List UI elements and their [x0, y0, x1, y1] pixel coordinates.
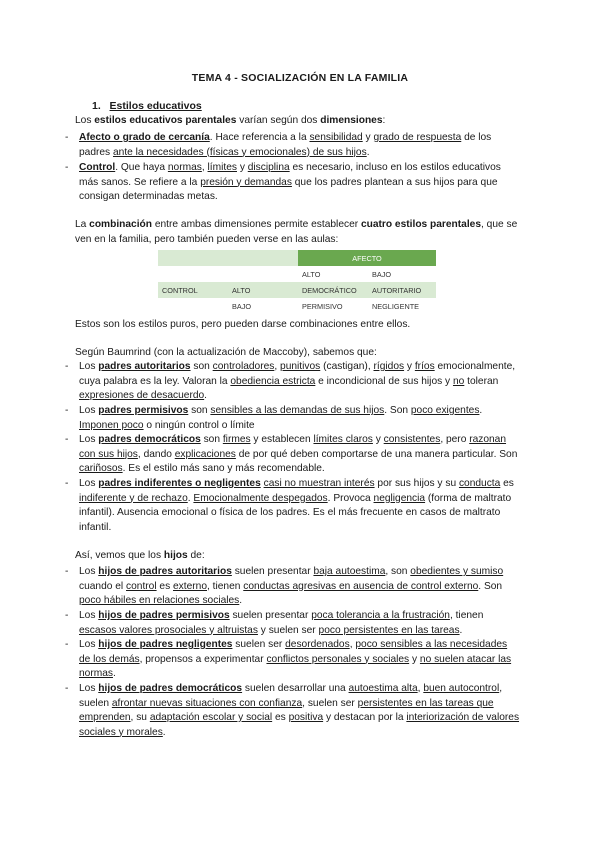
table-cell — [158, 250, 228, 266]
table-row — [158, 298, 436, 314]
table-cell — [158, 298, 228, 314]
text: entre ambas dimensiones permite establecer — [152, 219, 361, 230]
style-label: padres autoritarios — [98, 361, 191, 372]
underlined-term: poco hábiles en relaciones sociales — [79, 595, 240, 607]
text: cuando el — [79, 580, 127, 592]
underlined-term: expresiones de desacuerdo — [79, 390, 205, 402]
text: es — [500, 478, 514, 489]
underlined-term: afrontar nuevas situaciones con confianza — [111, 697, 303, 709]
text: . — [479, 405, 483, 416]
underlined-term: sensibilidad — [309, 132, 363, 143]
text: , son — [385, 566, 411, 577]
children-intro-paragraph — [75, 549, 525, 564]
table-cell — [158, 266, 228, 282]
underlined-term: interiorización de valores sociales y morales — [79, 712, 520, 738]
text: . Son — [478, 580, 503, 592]
style-label: hijos de padres negligentes — [98, 639, 233, 650]
style-label: hijos de padres democráticos — [98, 683, 243, 694]
table-cell: NEGLIGENTE — [368, 298, 436, 314]
underlined-term: grado de respuesta — [373, 132, 462, 143]
text: o ningún control o límite — [143, 419, 255, 431]
text: Los — [79, 566, 99, 577]
table-header-afecto: AFECTO — [298, 250, 436, 266]
text: , tienen — [449, 610, 484, 621]
baumrind-paragraph: Según Baumrind (con la actualización de Maccoby), sabemos que: — [75, 347, 377, 358]
text: Los — [79, 434, 99, 445]
parents-item-autoritarios — [65, 360, 520, 404]
text: de los padres — [79, 132, 492, 158]
text: Los — [79, 639, 99, 650]
underlined-term: ante la necesidades (físicas y emocionales) de sus hijos — [112, 146, 367, 158]
underlined-term: buen autocontrol — [423, 683, 500, 694]
text: . — [187, 492, 194, 504]
text: La — [75, 219, 90, 230]
text: es necesario, incluso en los estilos educativos más sanos. Se refiere a la — [79, 162, 501, 188]
text: son — [188, 405, 211, 416]
text: toleran — [464, 375, 499, 387]
text: y — [404, 361, 415, 372]
text: suelen presentar — [231, 566, 314, 577]
text: , — [417, 683, 424, 694]
text: Los — [79, 683, 99, 694]
style-label: padres indiferentes o negligentes — [98, 478, 261, 489]
underlined-term: normas — [167, 162, 202, 173]
text: (forma de maltrato infantil). Ausencia emocional o física de los padres. Es el más frecuente en casos de maltrato infantil. — [79, 492, 512, 533]
text: y establecen — [250, 434, 314, 445]
dimension-item-control — [65, 161, 520, 205]
underlined-term: positiva — [288, 712, 324, 724]
text: , suelen — [79, 683, 503, 709]
text: . Son — [384, 405, 411, 416]
text: . — [459, 624, 463, 636]
underlined-term: baja autoestima — [313, 566, 386, 577]
bold-term: hijos — [163, 550, 188, 561]
section-label: Estilos educativos — [109, 100, 202, 112]
text: , propensos a experimentar — [139, 653, 267, 665]
text: son — [200, 434, 223, 445]
text: e incondicional de sus hijos y — [315, 375, 453, 387]
text: es — [156, 580, 174, 592]
underlined-term: disciplina — [247, 162, 290, 173]
underlined-term: sensibles a las demandas de sus hijos — [210, 405, 385, 416]
style-label: padres democráticos — [98, 434, 201, 445]
section-heading — [92, 100, 202, 112]
underlined-term: poca tolerancia a la frustración — [311, 610, 450, 621]
text: varían según dos — [236, 115, 321, 126]
underlined-term: control — [126, 580, 157, 592]
text: son — [190, 361, 213, 372]
text: , — [274, 361, 281, 372]
underlined-term: adaptación escolar y social — [149, 712, 273, 724]
dimension-label: Control — [79, 162, 116, 173]
underlined-term: obediencia estricta — [230, 375, 316, 387]
parents-item-democraticos — [65, 433, 520, 477]
underlined-term: escasos valores prosociales y altruistas — [79, 624, 258, 636]
text: suelen presentar — [229, 610, 312, 621]
text: Los — [75, 115, 95, 126]
style-label: hijos de padres permisivos — [98, 610, 230, 621]
underlined-term: rígidos — [373, 361, 405, 372]
table-cell: DEMOCRÁTICO — [298, 282, 368, 298]
text: y destacan por la — [323, 712, 407, 724]
text: , que se ven en la familia, pero también pueden verse en las aulas: — [75, 219, 518, 245]
underlined-term: conductas agresivas en ausencia de control externo — [243, 580, 479, 592]
bullet-dash: - — [65, 361, 69, 372]
text: suelen ser — [232, 639, 286, 650]
text: , — [201, 162, 208, 173]
text: , suelen ser — [302, 697, 358, 709]
table-cell: ALTO — [298, 266, 368, 282]
text: . Provoca — [327, 492, 374, 504]
bold-term: combinación — [89, 219, 153, 230]
text: Los — [79, 610, 99, 621]
text: . — [239, 595, 243, 607]
underlined-term: casi no muestran interés — [263, 478, 375, 489]
text: : — [382, 115, 386, 126]
table-cell: BAJO — [368, 266, 436, 282]
parents-item-permisivos — [65, 404, 520, 433]
underlined-term: límites claros — [313, 434, 373, 445]
bullet-dash: - — [65, 405, 69, 416]
table-cell — [228, 266, 298, 282]
table-cell: CONTROL — [158, 282, 228, 298]
text: . Que haya — [115, 162, 168, 173]
combination-paragraph — [75, 218, 525, 247]
text: Los — [79, 478, 99, 489]
text: , tienen — [207, 580, 244, 592]
underlined-term: no suelen atacar las normas — [79, 653, 512, 680]
table-cell: PERMISIVO — [298, 298, 368, 314]
children-item-democraticos — [65, 682, 520, 740]
underlined-term: punitivos — [280, 361, 321, 372]
table-row — [158, 266, 436, 282]
text: de: — [187, 550, 205, 561]
section-number: 1. — [92, 100, 101, 112]
bullet-dash: - — [65, 132, 69, 143]
text: , dando — [137, 448, 175, 460]
underlined-term: obedientes y sumiso — [410, 566, 504, 577]
bold-term: estilos educativos parentales — [94, 115, 237, 126]
underlined-term: firmes — [222, 434, 251, 445]
text: y — [409, 653, 420, 665]
dimension-item-afecto — [65, 131, 520, 160]
text: . Es el estilo más sano y más recomendable. — [122, 463, 325, 475]
style-label: hijos de padres autoritarios — [98, 566, 232, 577]
underlined-term: controladores — [212, 361, 275, 372]
bullet-dash: - — [65, 683, 69, 694]
underlined-term: conflictos personales y sociales — [266, 653, 410, 665]
table-row — [158, 282, 436, 298]
text: y — [362, 132, 374, 143]
table-cell: ALTO — [228, 282, 298, 298]
parents-item-negligentes — [65, 477, 520, 535]
underlined-term: cariñosos — [79, 463, 123, 475]
text: suelen desarrollar una — [242, 683, 349, 694]
dimension-label: Afecto o grado de cercanía — [79, 132, 210, 143]
underlined-term: explicaciones — [174, 448, 236, 460]
page-title: TEMA 4 - SOCIALIZACIÓN EN LA FAMILIA — [191, 72, 409, 84]
underlined-term: consistentes — [383, 434, 441, 445]
bullet-dash: - — [65, 162, 69, 173]
underlined-term: razonan con sus hijos — [79, 434, 507, 460]
underlined-term: Emocionalmente despegados — [193, 492, 328, 504]
parenting-styles-table — [158, 250, 436, 314]
bold-term: dimensiones — [320, 115, 383, 126]
bullet-dash: - — [65, 639, 69, 650]
bullet-dash: - — [65, 566, 69, 577]
underlined-term: externo — [173, 580, 207, 592]
bullet-dash: - — [65, 610, 69, 621]
children-item-autoritarios — [65, 565, 520, 609]
table-cell: BAJO — [228, 298, 298, 314]
text: Así, vemos que los — [75, 550, 164, 561]
text: , pero — [440, 434, 470, 445]
text: por sus hijos y su — [374, 478, 459, 489]
table-cell — [228, 250, 298, 266]
underlined-term: poco persistentes en las tareas — [318, 624, 460, 636]
bold-term: cuatro estilos parentales — [360, 219, 482, 230]
text: (castigan), — [320, 361, 374, 372]
underlined-term: conducta — [458, 478, 501, 489]
style-label: padres permisivos — [98, 405, 189, 416]
text: es — [272, 712, 289, 724]
underlined-term: poco sensibles a las necesidades de los demás — [79, 639, 508, 665]
underlined-term: indiferente y de rechazo — [79, 492, 188, 504]
pure-styles-paragraph: Estos son los estilos puros, pero pueden darse combinaciones entre ellos. — [75, 319, 411, 330]
intro-paragraph — [75, 114, 525, 129]
table-cell: AUTORITARIO — [368, 282, 436, 298]
text: Los — [79, 405, 99, 416]
text: . — [112, 668, 116, 680]
table-row — [158, 250, 436, 266]
text: de por qué deben comportarse de una manera particular. Son — [235, 448, 518, 460]
text: y suelen ser — [257, 624, 319, 636]
text: Los — [79, 361, 99, 372]
underlined-term: persistentes en las tareas que emprenden — [79, 697, 494, 724]
children-item-permisivos — [65, 609, 520, 638]
bullet-dash: - — [65, 478, 69, 489]
text: . — [366, 146, 370, 158]
underlined-term: desordenados — [285, 639, 350, 650]
text: . — [162, 726, 166, 738]
underlined-term: negligencia — [373, 492, 426, 504]
underlined-term: autoestima alta — [348, 683, 418, 694]
text: . Hace referencia a la — [209, 132, 310, 143]
underlined-term: no — [452, 375, 465, 387]
underlined-term: Imponen poco — [79, 419, 144, 431]
underlined-term: fríos — [414, 361, 435, 372]
text: emocionalmente, cuya palabra es la ley. Valoran la — [79, 361, 516, 387]
text: y — [372, 434, 384, 445]
underlined-term: poco exigentes — [410, 405, 480, 416]
text: . — [204, 390, 208, 402]
text: , — [349, 639, 356, 650]
children-item-negligentes — [65, 638, 520, 682]
bullet-dash: - — [65, 434, 69, 445]
text: y — [236, 162, 248, 173]
underlined-term: presión y demandas — [200, 176, 292, 188]
text: , su — [130, 712, 150, 724]
text: que los padres plantean a sus hijos para que consigan determinadas metas. — [79, 176, 498, 203]
underlined-term: límites — [207, 162, 237, 173]
